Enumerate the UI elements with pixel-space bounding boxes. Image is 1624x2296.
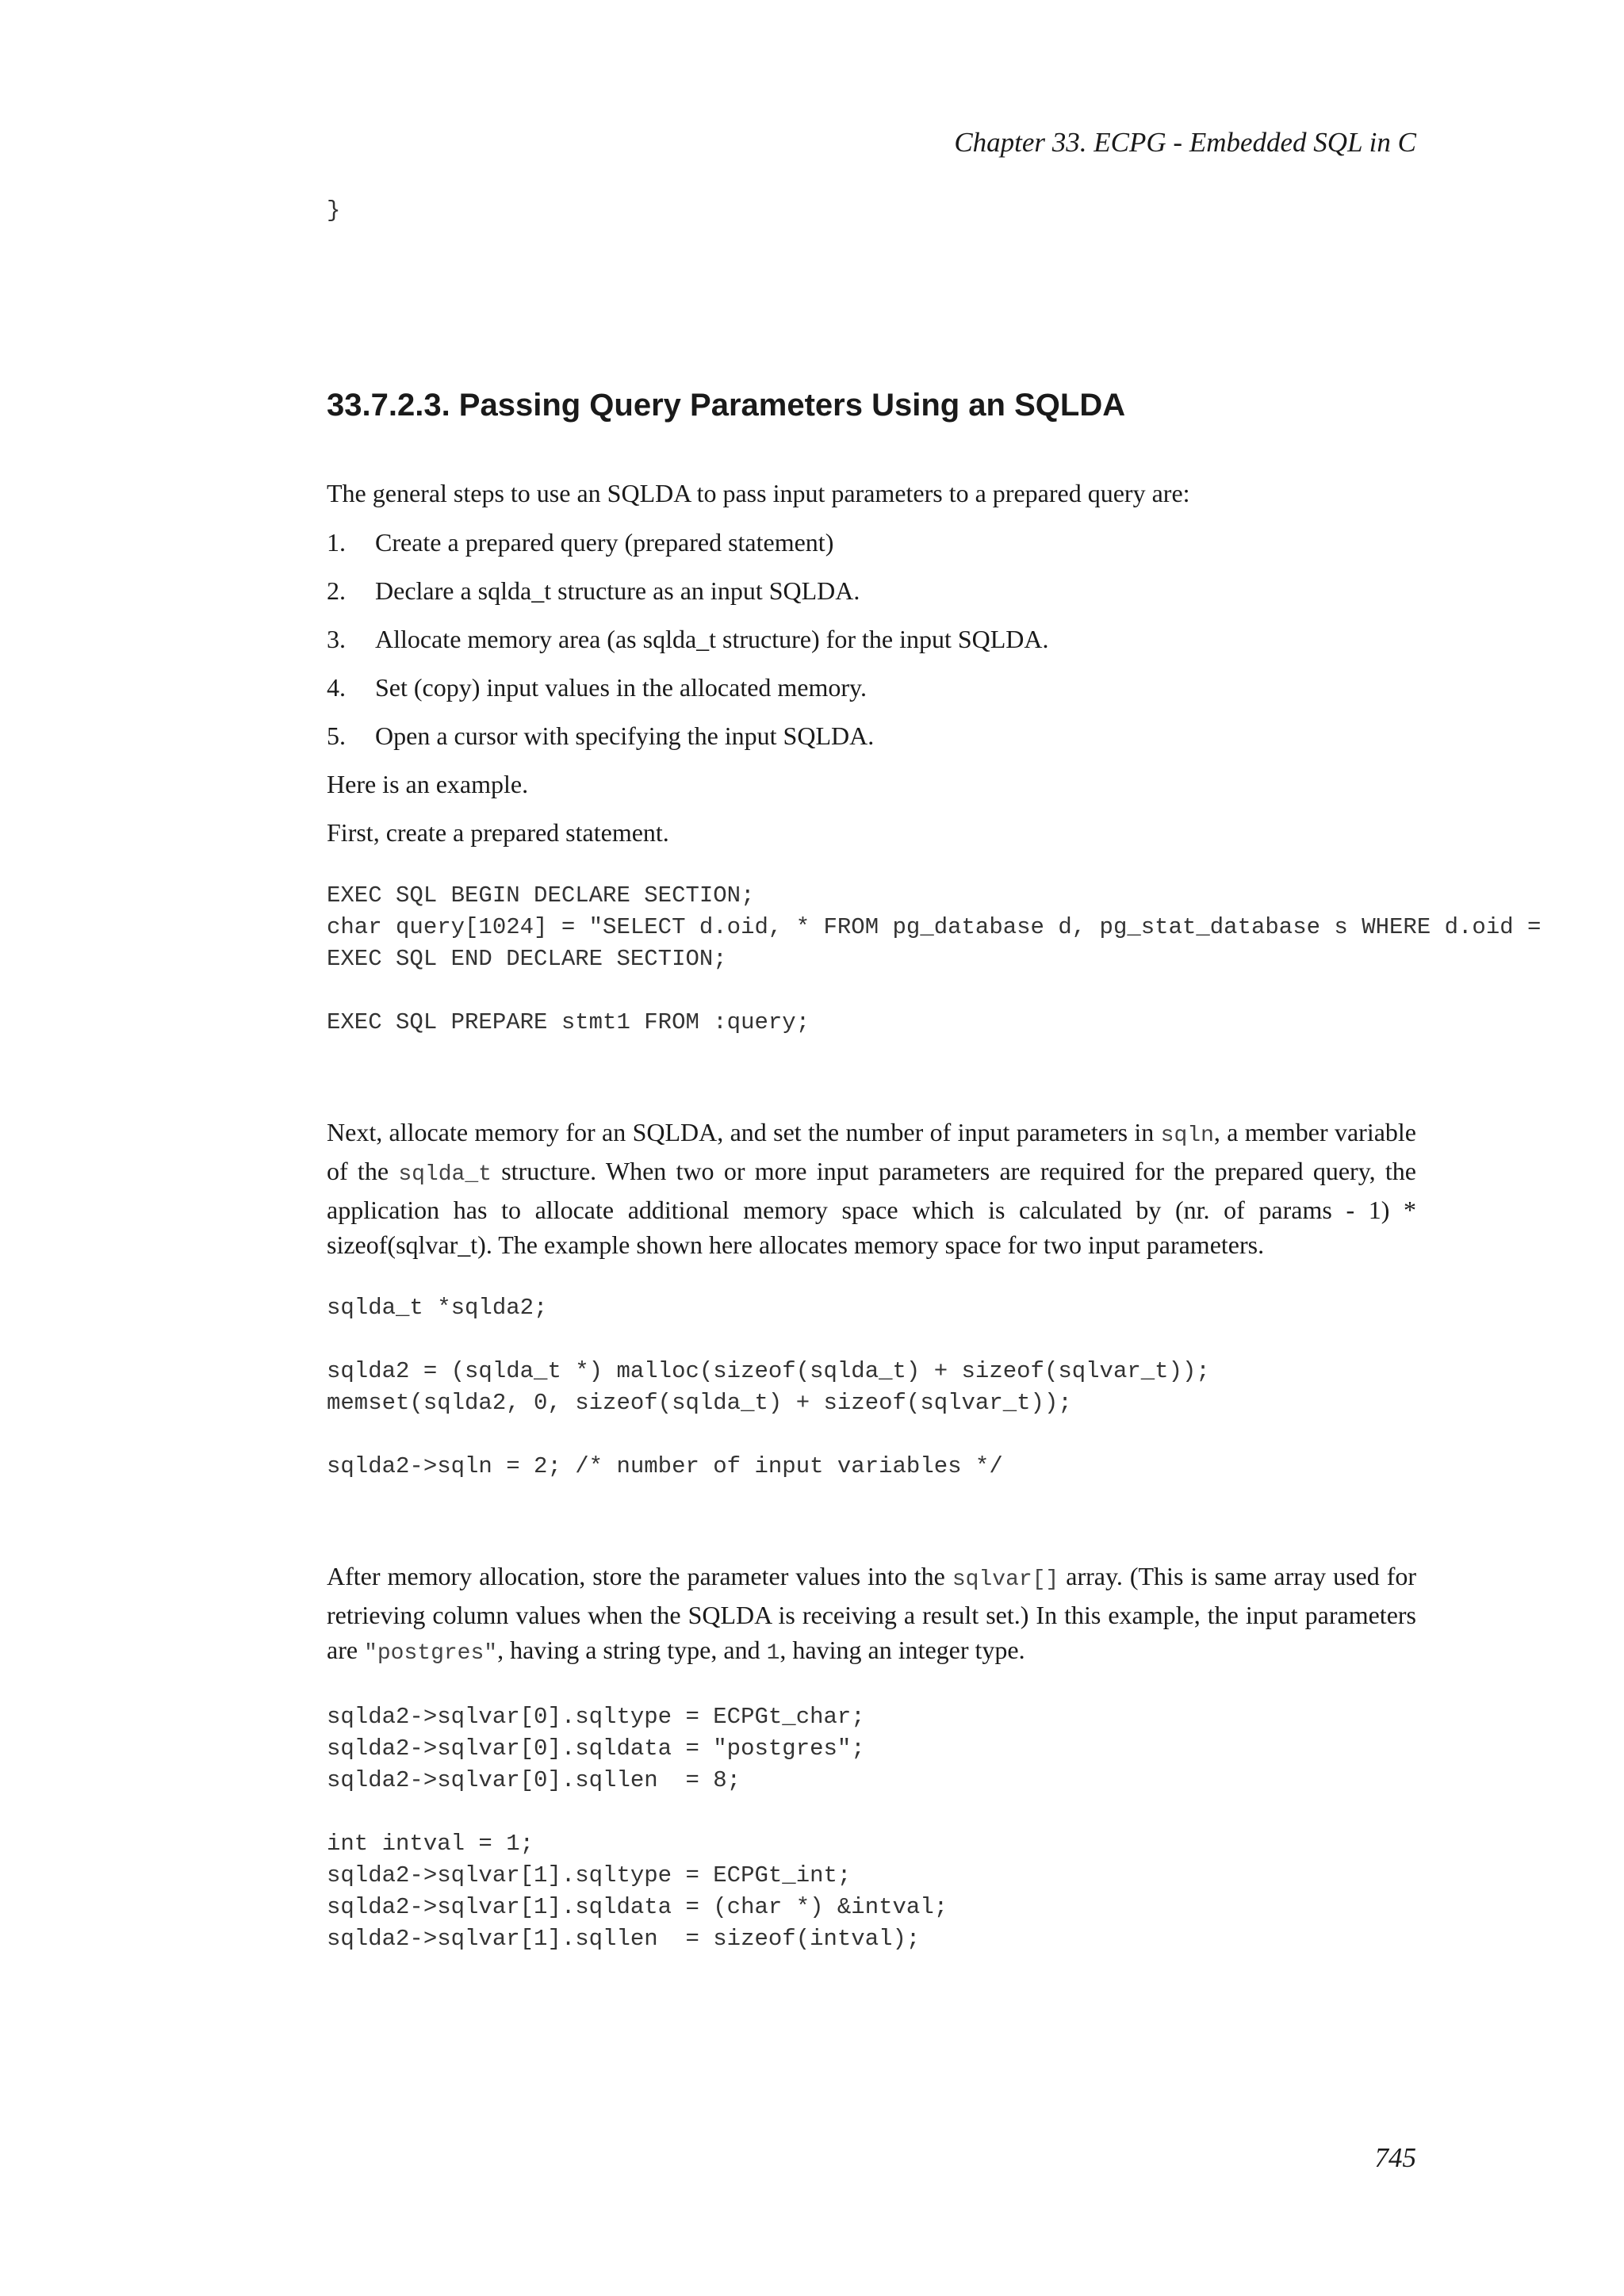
step-text: Create a prepared query (prepared statement)	[375, 528, 834, 557]
paragraph-text: Next, allocate memory for an SQLDA, and set the number of input parameters in	[327, 1118, 1161, 1146]
paragraph-text: array. (This is same array used for retrieving column values when the SQLDA is receiving a result set.) In this example, the input parameters are	[327, 1562, 1417, 1664]
page-number: 745	[1374, 2142, 1416, 2173]
code-block-prepare: EXEC SQL BEGIN DECLARE SECTION; char query[1024] = "SELECT d.oid, * FROM pg_database d, pg_stat_database s WHERE d.oid = EXEC SQL END DECLARE SECTION; EXEC SQL PREPARE stmt1 FROM :query;	[327, 882, 1542, 1035]
paragraph-allocate-memory	[327, 1115, 1416, 1262]
page-content	[327, 195, 1542, 1955]
section-title: 33.7.2.3. Passing Query Parameters Using an SQLDA	[327, 388, 1126, 423]
section-intro: The general steps to use an SQLDA to pass input parameters to a prepared query are:	[327, 479, 1190, 507]
steps-list	[327, 525, 1416, 753]
list-item	[327, 622, 1416, 656]
list-item	[327, 525, 1416, 560]
list-item	[327, 718, 1416, 753]
paragraph-text: , having an integer type.	[779, 1636, 1025, 1664]
step-number: 5.	[327, 721, 346, 750]
list-item	[327, 670, 1416, 705]
inline-code-postgres: "postgres"	[364, 1641, 498, 1666]
paragraph-text: , having a string type, and	[497, 1636, 767, 1664]
step-number: 2.	[327, 576, 346, 605]
step-text: Open a cursor with specifying the input SQLDA.	[375, 721, 875, 750]
inline-code-sqlvar: sqlvar[]	[952, 1567, 1059, 1592]
step-text: Set (copy) input values in the allocated memory.	[375, 673, 867, 702]
first-step-text: First, create a prepared statement.	[327, 818, 669, 847]
paragraph-text: structure. When two or more input parameters are required for the prepared query, the application has to allocate additional memory space which is calculated by (nr. of params - 1) * sizeof(sqlvar_t). The example shown here allocates memory space for two input parameters.	[327, 1157, 1417, 1259]
list-item	[327, 573, 1416, 608]
inline-code-one: 1	[766, 1641, 780, 1666]
paragraph-text: After memory allocation, store the parameter values into the	[327, 1562, 952, 1590]
preceding-code-closing-brace: }	[327, 197, 341, 224]
step-text: Allocate memory area (as sqlda_t structure) for the input SQLDA.	[375, 625, 1049, 653]
step-number: 1.	[327, 528, 346, 557]
paragraph-text: , a member variable of the	[327, 1118, 1417, 1185]
running-header: Chapter 33. ECPG - Embedded SQL in C	[954, 127, 1416, 158]
code-block-malloc: sqlda_t *sqlda2; sqlda2 = (sqlda_t *) malloc(sizeof(sqlda_t) + sizeof(sqlvar_t)); memset(sqlda2, 0, sizeof(sqlda_t) + sizeof(sqlvar_t)); sqlda2->sqln = 2; /* number of input variables */	[327, 1295, 1210, 1479]
code-block-sqlvar: sqlda2->sqlvar[0].sqltype = ECPGt_char; sqlda2->sqlvar[0].sqldata = "postgres"; sqlda2->sqlvar[0].sqllen = 8; int intval = 1; sqlda2->sqlvar[1].sqltype = ECPGt_int; sqlda2->sqlvar[1].sqldata = (char *) &intval; sqlda2->sqlvar[1].sqllen = sizeof(intval);	[327, 1704, 948, 1952]
paragraph-store-values	[327, 1559, 1416, 1671]
step-text: Declare a sqlda_t structure as an input SQLDA.	[375, 576, 860, 605]
step-number: 4.	[327, 673, 346, 702]
inline-code-sqln: sqln	[1160, 1123, 1214, 1148]
step-number: 3.	[327, 625, 346, 653]
inline-code-sqlda-t: sqlda_t	[398, 1162, 492, 1187]
example-intro: Here is an example.	[327, 770, 529, 798]
